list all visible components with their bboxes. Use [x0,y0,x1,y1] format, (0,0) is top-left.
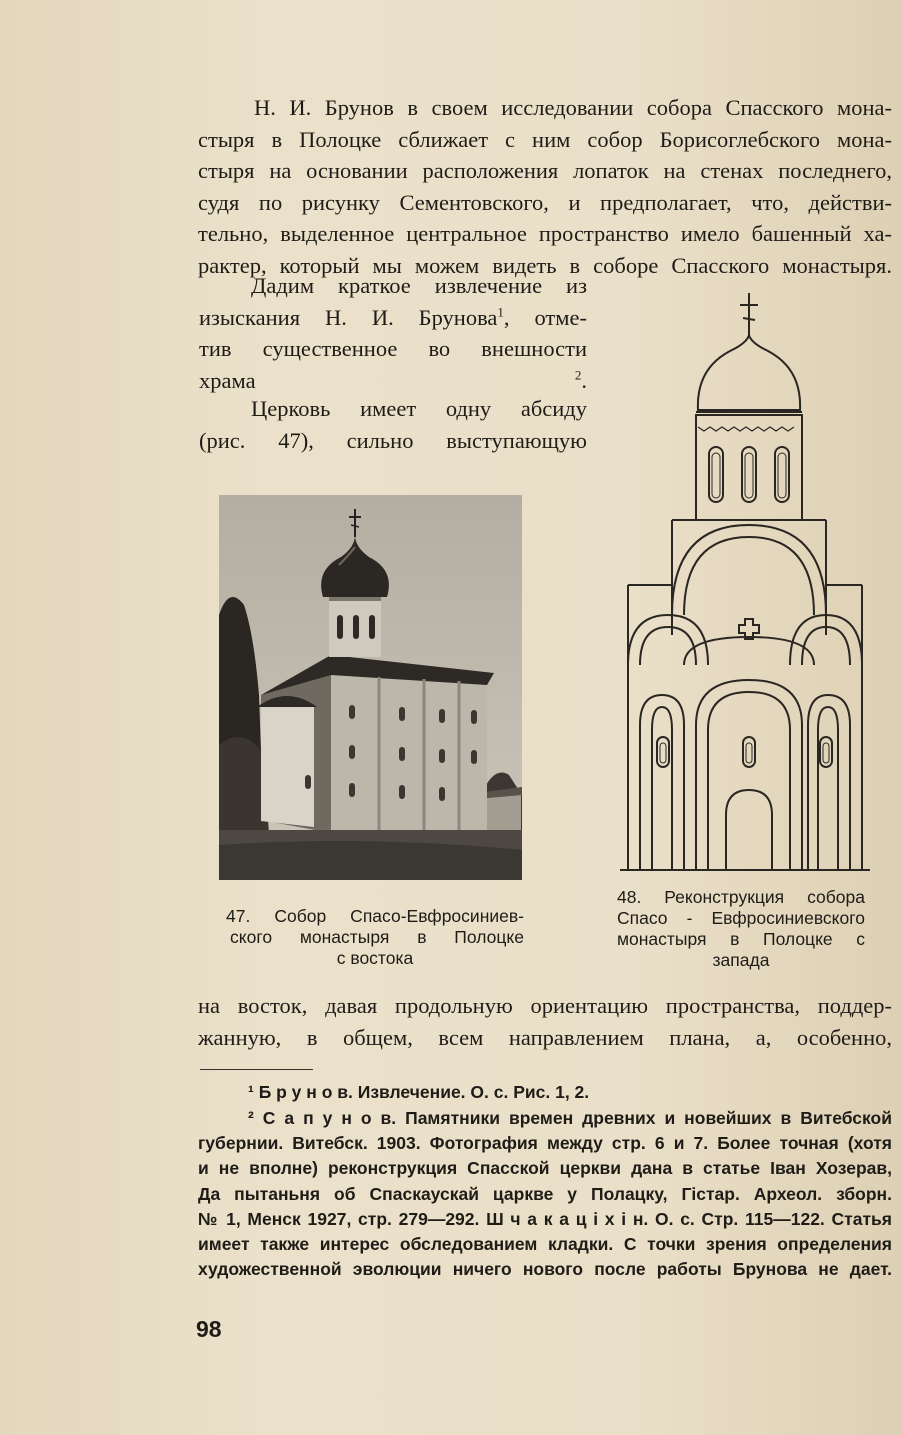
text-line: жанную, в общем, всем направлением плана, а, особенно, [198,1024,892,1050]
caption-line: Спасо - Евфросиниевского [617,908,865,928]
caption-line: монастыря в Полоцке с [617,929,865,949]
footnote-line: Да пытаньня об Спаскаускай царкве у Полацку, Гістар. Археол. зборн. [198,1183,892,1204]
text-line: Церковь имеет одну абсиду [251,396,587,421]
figure-47-caption [226,906,524,969]
footnote-line: художественной эволюции ничего нового после работы Брунова не дает. [198,1259,892,1280]
text-fragment: , отме- [503,304,587,330]
figure-48-drawing [612,285,878,875]
text-fragment: храма [199,367,256,393]
text-line: тельно, выделенное центральное пространство имело башенный ха- [198,221,892,247]
paragraph-1 [198,92,892,282]
footnote-text: ¹ Б р у н о в. Извлечение. О. с. Рис. 1, 2. [248,1082,590,1102]
footnote-ref: 2 [574,367,582,383]
text-line: тив существенное во внешности [199,336,587,362]
footnote-line: ² С а п у н о в. Памятники времен древних и новейших в Витебской [248,1108,892,1128]
text-line: Н. И. Брунов в своем исследовании собора Спасского мона- [254,95,892,120]
caption-line: с востока [336,948,414,968]
text-line: судя по рисунку Сементовского, и предполагает, что, действи- [198,189,892,215]
text-line [199,302,587,334]
text-line: стыря в Полоцке сближает с ним собор Борисоглебского мона- [198,126,892,152]
text-line: стыря на основании расположения лопаток на стенах последнего, [198,158,892,184]
text-fragment: изыскания Н. И. Брунова [199,304,498,330]
paragraph-2 [199,270,587,396]
caption-line: 47. Собор Спасо-Евфросиниев- [226,906,524,926]
footnote-1 [248,1080,888,1105]
text-line: на восток, давая продольную ориентацию пространства, поддер- [198,993,892,1018]
text-line: рактер, который мы можем видеть в соборе Спасского монастыря. [198,252,892,278]
figure-47-photo [219,495,522,880]
footnote-ref: 1 [497,304,504,320]
caption-line: 48. Реконструкция собора [617,887,865,907]
caption-line: запада [712,950,770,970]
footnote-line: имеет также интерес обследованием кладки. С точки зрения определения [198,1234,892,1255]
figure-48-caption [617,887,865,971]
footnote-line: губернии. Витебск. 1903. Фотография между стр. 6 и 7. Более точная (хотя [198,1133,892,1154]
footnote-2 [198,1106,892,1282]
paragraph-3 [199,393,587,456]
caption-line: ского монастыря в Полоцке [230,927,524,947]
footnote-line: и не вполне) реконструкция Спасской церкви дана в статье Іван Хозерав, [198,1158,892,1179]
page-number: 98 [196,1316,222,1342]
text-line: (рис. 47), сильно выступающую [199,427,587,453]
text-line: храма $^2$. [199,367,587,393]
paragraph-4 [198,990,892,1053]
footnote-line: № 1, Менск 1927, стр. 279—292. Ш ч а к а ц і х і н. О. с. Стр. 115—122. Статья [198,1208,892,1229]
footnote-separator [200,1069,313,1070]
text-line: Дадим краткое извлечение из [251,273,587,298]
cathedral-photo-image [219,495,522,880]
